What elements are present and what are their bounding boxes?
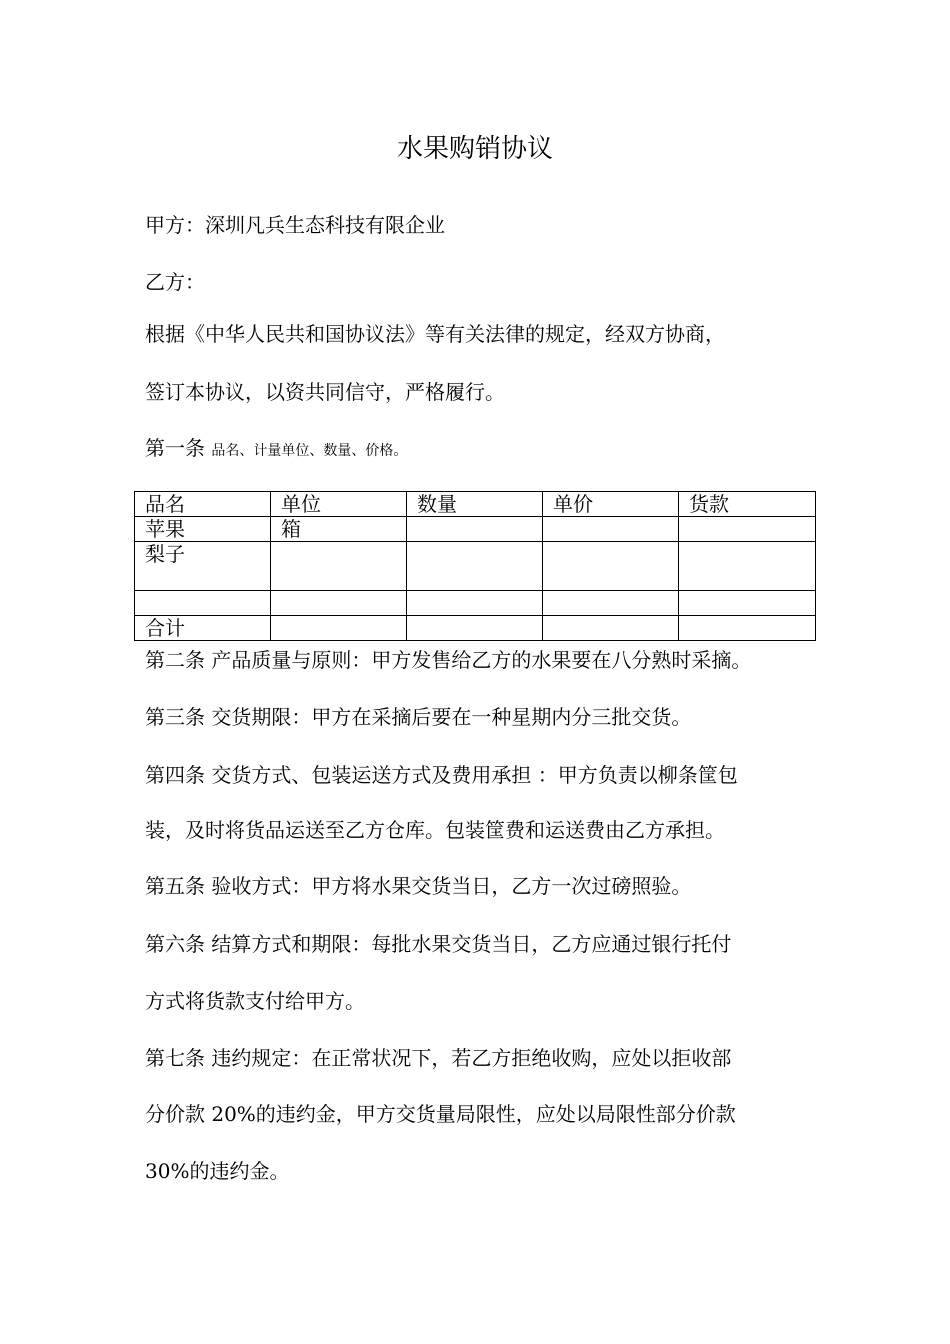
table-header-cell: 货款 xyxy=(679,492,816,517)
table-row xyxy=(135,542,816,591)
article-1-heading: 第一条 xyxy=(145,436,205,460)
article-7-line-3: 30%的违约金。 xyxy=(145,1159,290,1183)
party-b: 乙方： xyxy=(145,270,205,294)
article-6-line-1: 第六条 结算方式和期限：每批水果交货当日，乙方应通过银行托付 xyxy=(145,932,732,956)
table-header-cell: 数量 xyxy=(407,492,543,517)
article-3: 第三条 交货期限：甲方在采摘后要在一种星期内分三批交货。 xyxy=(145,705,692,729)
table-header-row xyxy=(135,492,816,517)
table-cell xyxy=(407,517,543,542)
article-7-line-2: 分价款 20%的违约金，甲方交货量局限性，应处以局限性部分价款 xyxy=(145,1102,736,1126)
table-total-row xyxy=(135,616,816,641)
table-cell xyxy=(407,616,543,641)
table-cell: 合计 xyxy=(135,616,271,641)
intro-line-2: 签订本协议，以资共同信守，严格履行。 xyxy=(145,380,505,404)
article-5: 第五条 验收方式：甲方将水果交货当日，乙方一次过磅照验。 xyxy=(145,874,692,898)
table-row xyxy=(135,517,816,542)
article-4-line-2: 装，及时将货品运送至乙方仓库。包装筐费和运送费由乙方承担。 xyxy=(145,818,725,842)
article-1-text: 品名、计量单位、数量、价格。 xyxy=(211,443,408,459)
party-a: 甲方：深圳凡兵生态科技有限企业 xyxy=(145,213,445,237)
table-header-cell: 品名 xyxy=(135,492,271,517)
table-cell: 梨子 xyxy=(135,542,271,591)
table-cell xyxy=(407,542,543,591)
article-6-line-2: 方式将货款支付给甲方。 xyxy=(145,989,365,1013)
article-2: 第二条 产品质量与原则：甲方发售给乙方的水果要在八分熟时采摘。 xyxy=(145,648,752,672)
intro-line-1: 根据《中华人民共和国协议法》等有关法律的规定，经双方协商， xyxy=(145,322,725,346)
table-cell: 苹果 xyxy=(135,517,271,542)
table-cell xyxy=(679,591,816,616)
table-cell xyxy=(543,591,679,616)
article-7-line-1: 第七条 违约规定：在正常状况下，若乙方拒绝收购，应处以拒收部 xyxy=(145,1046,732,1070)
table-cell xyxy=(271,591,407,616)
document-title: 水果购销协议 xyxy=(396,134,553,164)
table-cell xyxy=(679,517,816,542)
table-cell xyxy=(679,542,816,591)
table-cell: 箱 xyxy=(271,517,407,542)
table-row xyxy=(135,591,816,616)
table-header-cell: 单价 xyxy=(543,492,679,517)
table-cell xyxy=(271,542,407,591)
table-cell xyxy=(135,591,271,616)
article-1 xyxy=(145,434,407,465)
product-table xyxy=(134,491,816,641)
table-cell xyxy=(407,591,543,616)
table-cell xyxy=(679,616,816,641)
table-cell xyxy=(271,616,407,641)
article-4-line-1: 第四条 交货方式、包装运送方式及费用承担 ：甲方负责以柳条筐包 xyxy=(145,763,738,787)
table-cell xyxy=(543,542,679,591)
table-header-cell: 单位 xyxy=(271,492,407,517)
table-cell xyxy=(543,517,679,542)
table-cell xyxy=(543,616,679,641)
